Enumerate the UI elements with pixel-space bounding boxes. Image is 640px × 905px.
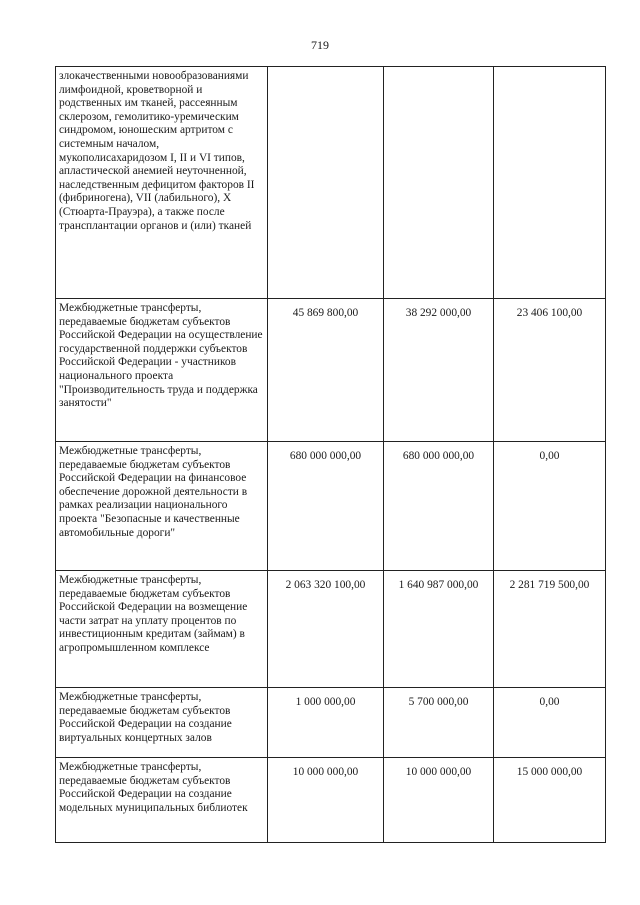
row-value-2: 5 700 000,00 [384, 688, 494, 758]
row-value-3: 0,00 [494, 442, 606, 571]
page-number: 719 [311, 38, 329, 52]
row-value-2: 38 292 000,00 [384, 299, 494, 442]
row-value-2: 680 000 000,00 [384, 442, 494, 571]
row-value-3 [494, 67, 606, 299]
row-value-2 [384, 67, 494, 299]
row-description: Межбюджетные трансферты, передаваемые бюджетам субъектов Российской Федерации на возмещение части затрат на уплату процентов по инвестиционным кредитам (займам) в агропромышленном комплексе [56, 571, 268, 688]
table-row [56, 442, 606, 571]
row-description: Межбюджетные трансферты, передаваемые бюджетам субъектов Российской Федерации на финансовое обеспечение дорожной деятельности в рамках реализации национального проекта "Безопасные и качественные автомобильные дороги" [56, 442, 268, 571]
row-value-3: 23 406 100,00 [494, 299, 606, 442]
row-description: Межбюджетные трансферты, передаваемые бюджетам субъектов Российской Федерации на создание виртуальных концертных залов [56, 688, 268, 758]
table-row [56, 67, 606, 299]
row-value-1: 45 869 800,00 [268, 299, 384, 442]
row-value-2: 1 640 987 000,00 [384, 571, 494, 688]
row-value-1: 1 000 000,00 [268, 688, 384, 758]
row-value-1: 680 000 000,00 [268, 442, 384, 571]
row-value-1 [268, 67, 384, 299]
row-value-1: 2 063 320 100,00 [268, 571, 384, 688]
row-description: Межбюджетные трансферты, передаваемые бюджетам субъектов Российской Федерации на осуществление государственной поддержки субъектов Российской Федерации - участников национального проекта "Производительность труда и поддержка занятости" [56, 299, 268, 442]
table-row [56, 571, 606, 688]
row-value-1: 10 000 000,00 [268, 758, 384, 843]
budget-table [55, 66, 606, 843]
table-row [56, 688, 606, 758]
row-value-3: 0,00 [494, 688, 606, 758]
row-description: злокачественными новообразованиями лимфоидной, кроветворной и родственных им тканей, рассеянным склерозом, гемолитико-уремическим синдромом, юношеским артритом с системным началом, мукополисахаридозом I, II и VI типов, апластической анемией неуточненной, наследственным дефицитом факторов II (фибриногена), VII (лабильного), X (Стюарта-Прауэра), а также после трансплантации органов и (или) тканей [56, 67, 268, 299]
table-row [56, 299, 606, 442]
table-row [56, 758, 606, 843]
row-description: Межбюджетные трансферты, передаваемые бюджетам субъектов Российской Федерации на создание модельных муниципальных библиотек [56, 758, 268, 843]
row-value-3: 2 281 719 500,00 [494, 571, 606, 688]
row-value-3: 15 000 000,00 [494, 758, 606, 843]
row-value-2: 10 000 000,00 [384, 758, 494, 843]
